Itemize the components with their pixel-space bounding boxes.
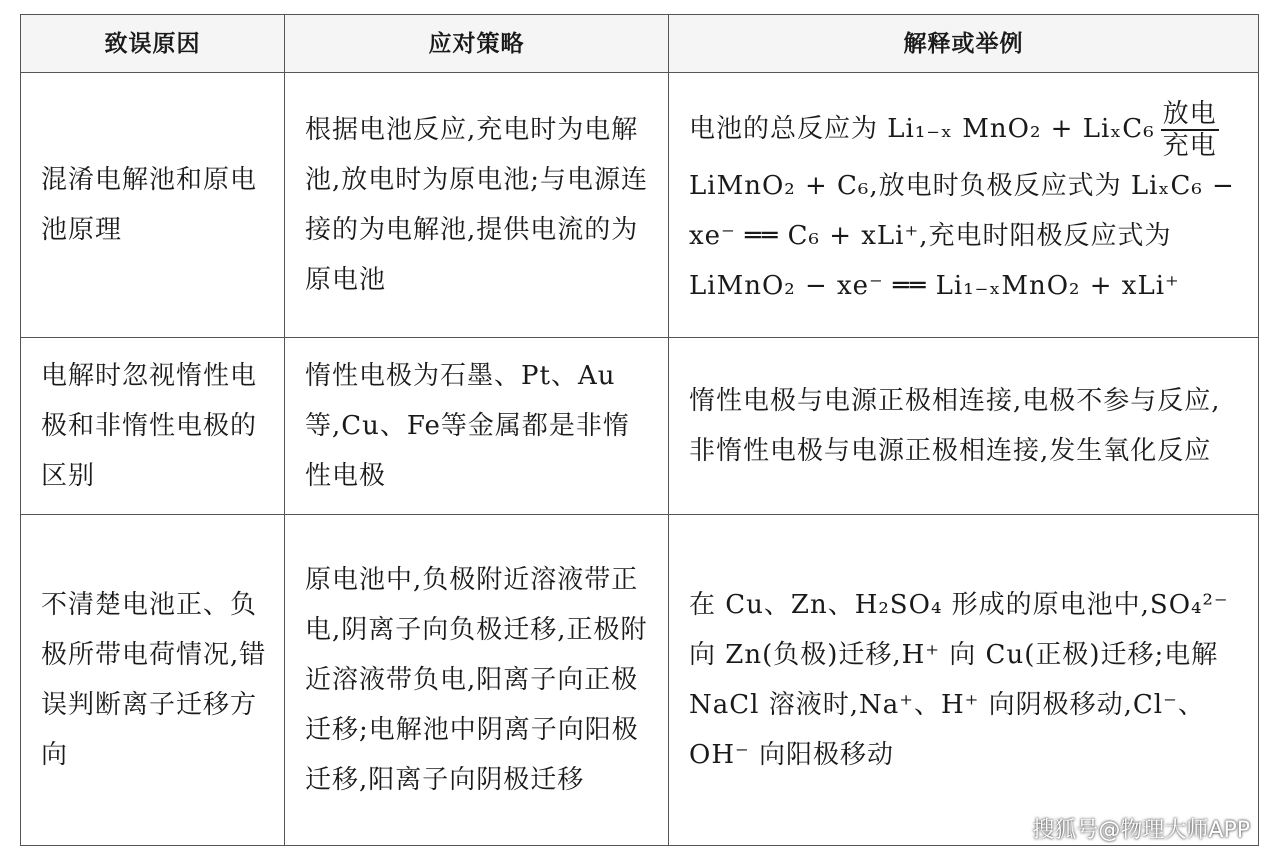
cell-strategy: 惰性电极为石墨、Pt、Au等,Cu、Fe等金属都是非惰性电极 bbox=[285, 338, 669, 515]
header-cause: 致误原因 bbox=[21, 15, 285, 73]
reaction-condition-top: 放电 bbox=[1162, 99, 1217, 129]
reaction-condition bbox=[1161, 99, 1219, 161]
table-row bbox=[21, 73, 1259, 338]
reaction-condition-bottom: 充电 bbox=[1162, 131, 1217, 161]
cell-cause: 电解时忽视惰性电极和非惰性电极的区别 bbox=[21, 338, 285, 515]
explain-text-pre: 电池的总反应为 Li₁₋ₓ MnO₂ + LiₓC₆ bbox=[689, 114, 1155, 144]
watermark: 搜狐号@物理大师APP bbox=[1032, 818, 1250, 843]
table-row bbox=[21, 338, 1259, 515]
cell-explain bbox=[669, 73, 1259, 338]
explain-text-post: LiMnO₂ + C₆,放电时负极反应式为 LiₓC₆ − xe⁻ ══ C₆ + xLi⁺,充电时阳极反应式为 LiMnO₂ − xe⁻ ══ Li₁₋ₓMnO₂ + xLi⁺ bbox=[689, 171, 1235, 301]
cell-explain: 惰性电极与电源正极相连接,电极不参与反应,非惰性电极与电源正极相连接,发生氧化反应 bbox=[669, 338, 1259, 515]
cell-cause: 混淆电解池和原电池原理 bbox=[21, 73, 285, 338]
cell-cause: 不清楚电池正、负极所带电荷情况,错误判断离子迁移方向 bbox=[21, 515, 285, 846]
table-row bbox=[21, 515, 1259, 846]
cell-strategy: 根据电池反应,充电时为电解池,放电时为原电池;与电源连接的为电解池,提供电流的为原电池 bbox=[285, 73, 669, 338]
error-causes-table bbox=[20, 14, 1259, 846]
header-row bbox=[21, 15, 1259, 73]
cell-explain: 在 Cu、Zn、H₂SO₄ 形成的原电池中,SO₄²⁻ 向 Zn(负极)迁移,H⁺ 向 Cu(正极)迁移;电解 NaCl 溶液时,Na⁺、H⁺ 向阴极移动,Cl⁻、OH⁻ 向阳极移动 bbox=[669, 515, 1259, 846]
cell-strategy: 原电池中,负极附近溶液带正电,阴离子向负极迁移,正极附近溶液带负电,阳离子向正极迁移;电解池中阴离子向阳极迁移,阳离子向阴极迁移 bbox=[285, 515, 669, 846]
header-strategy: 应对策略 bbox=[285, 15, 669, 73]
header-explain: 解释或举例 bbox=[669, 15, 1259, 73]
